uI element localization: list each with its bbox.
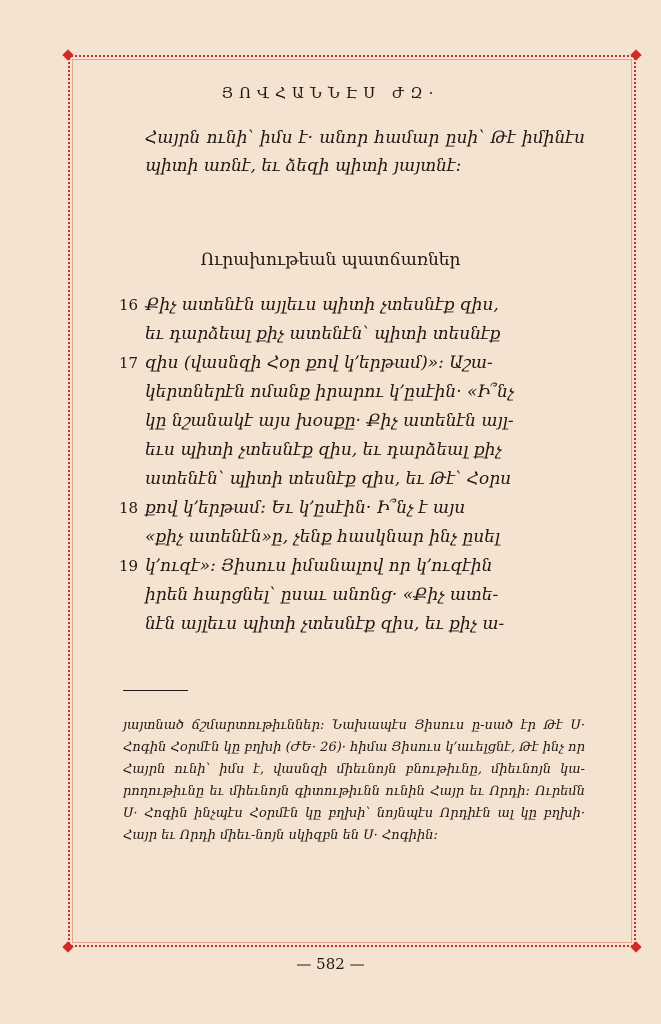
verse-line: [145, 523, 585, 552]
verse-text: կը նշանակէ այս խօսքը· Քիչ ատենէն այլ-: [145, 411, 514, 431]
verse-text: Քիչ ատենէն այլեւս պիտի չտեսնէք զիս,: [145, 295, 499, 315]
verse-line: [145, 378, 585, 407]
verse-line: [145, 436, 585, 465]
verse-text: քով կ՚երթամ: Եւ կ՚ըսէին· Ի՞նչ է այս: [145, 498, 466, 518]
verse-line: [119, 494, 585, 523]
verse-body: [119, 291, 585, 639]
verse-number: 17: [119, 354, 139, 372]
section-title: Ուրախութեան պատճառներ: [200, 250, 461, 270]
verse-line: [145, 610, 585, 639]
corner-ornament: [62, 941, 73, 952]
footnote: [123, 715, 585, 847]
corner-ornament: [630, 49, 641, 60]
verse-text: ատենէն՝ պիտի տեսնէք զիս, եւ Թէ՝ Հօրս: [145, 469, 512, 489]
verse-line: [145, 407, 585, 436]
verse-text: նէն այլեւս պիտի չտեսնէք զիս, եւ քիչ ա-: [145, 614, 505, 634]
verse-line: [145, 581, 585, 610]
verse-number: 19: [119, 557, 139, 575]
verse-text: եւ դարձեալ քիչ ատենէն՝ պիտի տեսնէք: [145, 324, 501, 344]
footnote-divider: [123, 690, 188, 691]
verse-text: եւս պիտի չտեսնէք զիս, եւ դարձեալ քիչ: [145, 440, 502, 460]
footnote-text: յայտնած ճշմարտութիւններ: Նախապէս Յիսուս ը-սած էր Թէ Ս· Հոգին Հօրմէն կը բղխի (ԺԵ· 26)· հիմա Յիսուս կ՚աւելցնէ, Թէ ինչ որ Հայրն ունի՝ իմս է, վասնզի միեւնոյն բնութիւնը, միեւնոյն կա-րողութիւնը եւ միեւնոյն գիտութիւնն ունին Հայր եւ Որդի: Ուրեմն Ս· Հոգին ինչպէս Հօրմէն կը բղխի՝ նոյնպէս Որդիէն ալ կը բղխի· Հայր եւ Որդի միեւ-նոյն սկիզբն են Ս· Հոգիին:: [123, 718, 585, 843]
verse-line: [119, 349, 585, 378]
verse-number: 16: [119, 296, 139, 314]
intro-text: Հայրն ունի՝ իմս է· անոր համար ըսի՝ Թէ իմինէս պիտի առնէ, եւ ձեզի պիտի յայտնէ:: [145, 128, 585, 176]
verse-line: [119, 291, 585, 320]
intro-paragraph: [145, 124, 585, 180]
verse-line: [145, 320, 585, 349]
corner-ornament: [62, 49, 73, 60]
verse-text: կ՚ուզէ»: Յիսուս իմանալով որ կ՚ուզէին: [145, 556, 493, 576]
verse-line: [145, 465, 585, 494]
verse-line: [119, 552, 585, 581]
verse-text: կերտներէն ոմանք իրարու կ՚ըսէին· «Ի՞նչ: [145, 382, 515, 402]
corner-ornament: [630, 941, 641, 952]
verse-text: զիս (վասնզի Հօր քով կ՚երթամ)»: Աշա-: [145, 353, 493, 373]
page-number: — 582 —: [296, 955, 365, 973]
verse-number: 18: [119, 499, 139, 517]
verse-text: իրեն հարցնել՝ ըսաւ անոնց· «Քիչ ատե-: [145, 585, 499, 605]
verse-text: «քիչ ատենէն»ը, չենք հասկնար ինչ ըսել: [145, 527, 501, 547]
running-header: ՅՈՎՀԱՆՆԷՍ ԺԶ·: [221, 84, 440, 102]
